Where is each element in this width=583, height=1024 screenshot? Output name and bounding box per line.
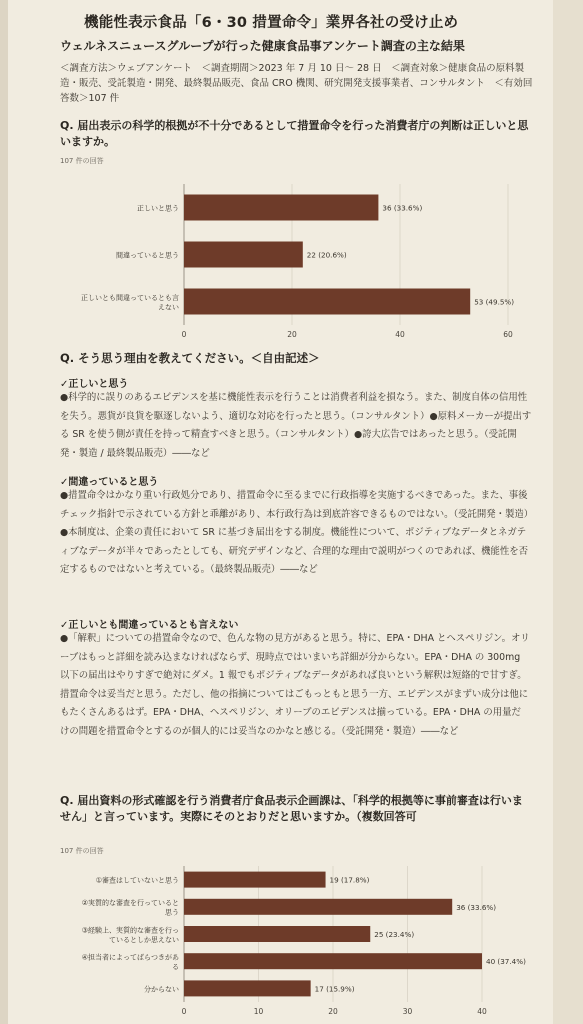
section-heading-neither: ✓正しいとも間違っているとも言えない	[60, 620, 239, 631]
bar	[184, 926, 370, 942]
bar	[184, 242, 303, 268]
data-label: 19 (17.8%)	[329, 875, 370, 885]
bar	[184, 195, 378, 221]
page-edge-left	[0, 0, 8, 1024]
category-label: ①審査はしていないと思う	[95, 876, 179, 885]
x-tick-label: 30	[402, 1007, 413, 1016]
data-label: 17 (15.9%)	[314, 984, 355, 994]
article-subtitle: ウェルネスニュースグループが行った健康食品事アンケート調査の主な結果	[60, 39, 465, 53]
category-label: ②実質的な審査を行っていると	[81, 899, 179, 908]
section-heading-wrong: ✓間違っていると思う	[60, 477, 159, 488]
section-body-neither: ●「解釈」についての措置命令なので、色んな物の見方があると思う。特に、EPA・DHA とヘスペリジン。オリーブはもっと詳細を読み込まなければならず、現時点ではいまいち詳細が分からない。EPA・DHA の 300mg 以下の届出はやりすぎで絶対にダメ。1 報でもポジティブなデータがあれば良いという解釈は短絡的で甘すぎ。措置命令は妥当だと思う。ただし、他の指摘についてはごもっともと思う一方、エビデンスがまずい成分は他にもたくさんあるはず。EPA・DHA、ヘスペリジン、オリーブのエビデンスは揃っている。EPA・DHA の用量だけの問題を措置命令とするのが個人的には妥当なのかなと感じる。（受託開発・製造）――など	[60, 633, 530, 737]
section-heading-correct: ✓正しいと思う	[60, 379, 129, 390]
article-title: 機能性表示食品「6・30 措置命令」業界各社の受け止め	[84, 15, 459, 31]
bar	[184, 980, 311, 996]
data-label: 22 (20.6%)	[306, 250, 347, 260]
x-tick-label: 20	[287, 330, 297, 339]
section-body-wrong: ●措置命令はかなり重い行政処分であり、措置命令に至るまでに行政指導を実施するべきであった。また、事後チェック指針で示されている方針と乖離があり、本行政行為は到底許容できるものではない。（受託開発・製造）●本制度は、企業の責任において SR に基づき届出をする制度。機能性について、ポジティブなデータとネガティブなデータが半々であったとしても、研究デザインなど、合理的な理由で説明がつくのであれば、機能性を否定するものではないと考えている。（最終製品販売）――など	[60, 490, 529, 576]
x-tick-label: 40	[395, 330, 405, 339]
x-tick-label: 60	[503, 330, 513, 339]
category-label: る	[172, 962, 179, 971]
category-label: ④担当者によってばらつきがあ	[81, 953, 179, 962]
category-label: 分からない	[144, 985, 179, 994]
chart-q3	[52, 860, 530, 1024]
data-label: 25 (23.4%)	[374, 930, 415, 939]
category-label: えない	[158, 303, 179, 312]
chart-q1	[52, 170, 530, 345]
data-label: 53 (49.5%)	[474, 297, 515, 307]
category-label: ているとしか思えない	[109, 935, 179, 944]
x-tick-label: 40	[477, 1007, 487, 1016]
data-label: 36 (33.6%)	[382, 203, 423, 213]
bar	[184, 289, 470, 315]
x-tick-label: 10	[253, 1007, 264, 1016]
category-label: ③経験上、実質的な審査を行っ	[81, 926, 179, 935]
category-label: 間違っていると思う	[116, 251, 179, 260]
x-tick-label: 0	[181, 330, 187, 339]
question-1: Q. 届出表示の科学的根拠が不十分であるとして措置命令を行った消費者庁の判断は正しいと思いますか。	[60, 119, 529, 148]
response-count-2: 107 件の回答	[60, 847, 104, 855]
category-label: 正しいと思う	[137, 204, 179, 213]
response-count-1: 107 件の回答	[60, 157, 104, 165]
survey-method: ＜調査方法＞ウェブアンケート ＜調査期間＞2023 年 7 月 10 日～ 28 日 ＜調査対象＞健康食品の原料製造・販売、受託製造・開発、最終製品販売、食品 CRO 機関、研究開発支援事業者、コンサルタント ＜有効回答数＞107 件	[60, 63, 533, 104]
category-label: 正しいとも間違っているとも言	[81, 293, 179, 302]
question-3: Q. 届出資料の形式確認を行う消費者庁食品表示企画課は、「科学的根拠等に事前審査は行いません」と言っています。実際にそのとおりだと思いますか。（複数回答可	[60, 794, 523, 823]
category-label: 思う	[165, 908, 179, 917]
page-edge-right	[553, 0, 583, 1024]
x-tick-label: 0	[181, 1007, 187, 1016]
data-label: 36 (33.6%)	[456, 902, 497, 912]
bar	[184, 899, 452, 915]
bar	[184, 953, 482, 969]
x-tick-label: 20	[328, 1007, 338, 1016]
data-label: 40 (37.4%)	[486, 957, 526, 967]
question-2: Q. そう思う理由を教えてください。＜自由記述＞	[60, 351, 320, 365]
section-body-correct: ●科学的に誤りのあるエビデンスを基に機能性表示を行うことは消費者利益を損なう。また、制度自体の信用性を失う。悪貨が良貨を駆逐しないよう、適切な対応を行ったと思う。（コンサルタント）●原料メーカーが提出する SR を使う側が責任を持って精査すべきと思う。（コンサルタント）●誇大広告ではあったと思う。（受託開発・製造 / 最終製品販売）――など	[60, 392, 532, 459]
bar	[184, 872, 326, 888]
